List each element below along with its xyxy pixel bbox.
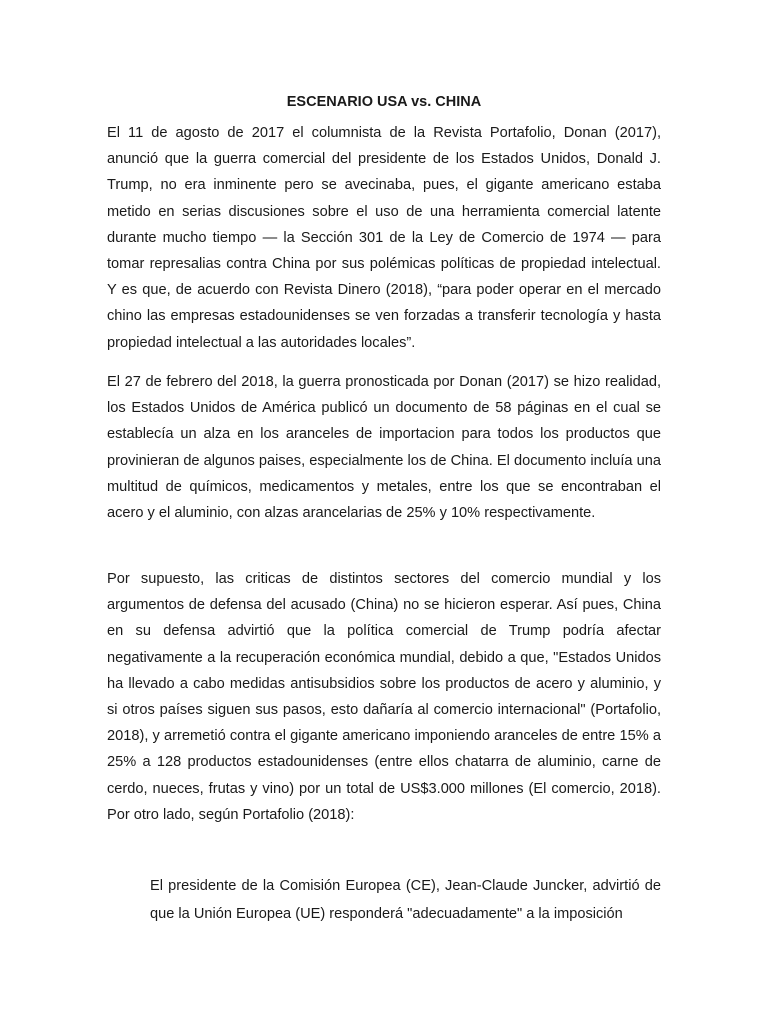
- paragraph-3: Por supuesto, las criticas de distintos sectores del comercio mundial y los argumentos de defensa del acusado (China) no se hicieron esperar. Así pues, China en su defensa advirtió que la política comercial de Trump podría afectar negativamente a la recuperación económica mundial, debido a que, "Estados Unidos ha llevado a cabo medidas antisubsidios sobre los productos de acero y aluminio, y si otros países siguen sus pasos, esto dañaría al comercio internacional" (Portafolio, 2018), y arremetió contra el gigante americano imponiendo aranceles de entre 15% a 25% a 128 productos estadounidenses (entre ellos chatarra de aluminio, carne de cerdo, nueces, frutas y vino) por un total de US$3.000 millones (El comercio, 2018). Por otro lado, según Portafolio (2018):: [107, 571, 661, 823]
- document-title: ESCENARIO USA vs. CHINA: [286, 94, 482, 110]
- paragraph-2: El 27 de febrero del 2018, la guerra pronosticada por Donan (2017) se hizo realidad, los Estados Unidos de América publicó un documento de 58 páginas en el cual se establecía un alza en los aranceles de importacion para todos los productos que provinieran de algunos paises, especialmente los de China. El documento incluía una multitud de químicos, medicamentos y metales, entre los que se encontraban el acero y el aluminio, con alzas arancelarias de 25% y 10% respectivamente.: [107, 374, 661, 522]
- block-quote: El presidente de la Comisión Europea (CE), Jean-Claude Juncker, advirtió de que la Unión Europea (UE) responderá "adecuadamente" a la imposición: [150, 878, 661, 922]
- paragraph-1: El 11 de agosto de 2017 el columnista de la Revista Portafolio, Donan (2017), anunció que la guerra comercial del presidente de los Estados Unidos, Donald J. Trump, no era inminente pero se avecinaba, pues, el gigante americano estaba metido en serias discusiones sobre el uso de una herramienta comercial latente durante mucho tiempo — la Sección 301 de la Ley de Comercio de 1974 — para tomar represalias contra China por sus polémicas políticas de propiedad intelectual. Y es que, de acuerdo con Revista Dinero (2018), “para poder operar en el mercado chino las empresas estadounidenses se ven forzadas a transferir tecnología y hasta propiedad intelectual a las autoridades locales”.: [107, 125, 661, 351]
